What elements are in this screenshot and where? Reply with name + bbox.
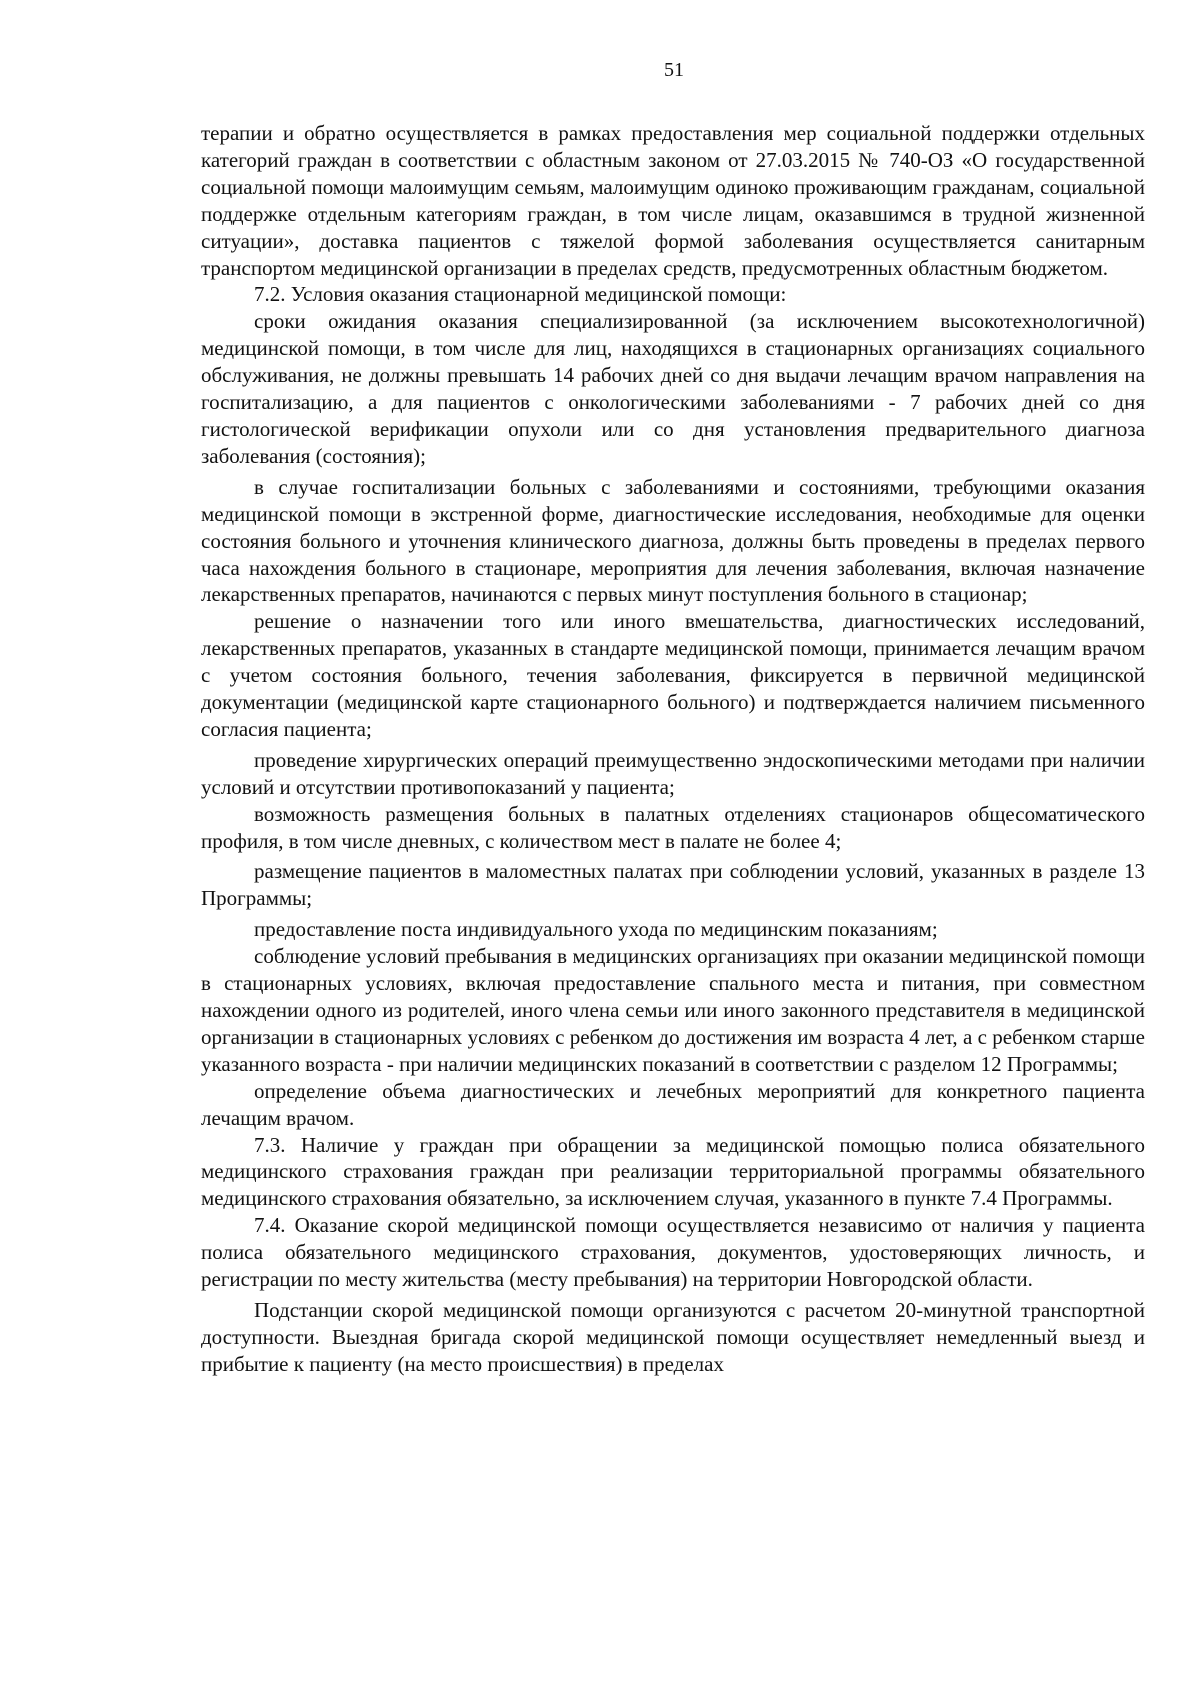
paragraph-individual-care: предоставление поста индивидуального ухода по медицинским показаниям;	[254, 917, 938, 942]
paragraph-waiting-times: сроки ожидания оказания специализированной (за исключением высокотехнологичной) медицинской помощи, в том числе для лиц, находящихся в стационарных организациях социального обслуживания, не должны превышать 14 рабочих дней со дня выдачи лечащим врачом направления на госпитализацию, а для пациентов с онкологическими заболеваниями - 7 рабочих дней со дня гистологической верификации опухоли или со дня установления предварительного диагноза заболевания (состояния);	[201, 309, 1145, 468]
paragraph-ward-placement: возможность размещения больных в палатных отделениях стационаров общесоматического профиля, в том числе дневных, с количеством мест в палате не более 4;	[201, 801, 1145, 853]
paragraph-treatment-decision: решение о назначении того или иного вмешательства, диагностических исследований, лекарственных препаратов, указанных в стандарте медицинской помощи, принимается лечащим врачом с учетом состояния больного, течения заболевания, фиксируется в первичной медицинской документации (медицинской карте стационарного больного) и подтверждается наличием письменного согласия пациента;	[201, 609, 1145, 741]
paragraph-diagnostic-scope: определение объема диагностических и лечебных мероприятий для конкретного пациента лечащим врачом.	[201, 1078, 1145, 1130]
document-body	[201, 120, 1145, 1378]
section-7-3: 7.3. Наличие у граждан при обращении за медицинской помощью полиса обязательного медицинского страхования граждан при реализации территориальной программы обязательного медицинского страхования обязательно, за исключением случая, указанного в пункте 7.4 Программы.	[201, 1132, 1145, 1211]
paragraph-surgical-operations: проведение хирургических операций преимущественно эндоскопическими методами при наличии условий и отсутствии противопоказаний у пациента;	[201, 747, 1145, 799]
paragraph-continuation: терапии и обратно осуществляется в рамках предоставления мер социальной поддержки отдельных категорий граждан в соответствии с областным законом от 27.03.2015 № 740-ОЗ «О государственной социальной помощи малоимущим семьям, малоимущим одиноко проживающим гражданам, социальной поддержке отдельным категориям граждан, в том числе лицам, оказавшимся в трудной жизненной ситуации», доставка пациентов с тяжелой формой заболевания осуществляется санитарным транспортом медицинской организации в пределах средств, предусмотренных областным бюджетом.	[201, 121, 1145, 280]
paragraph-stay-conditions: соблюдение условий пребывания в медицинских организациях при оказании медицинской помощи в стационарных условиях, включая предоставление спального места и питания, при совместном нахождении одного из родителей, иного члена семьи или иного законного представителя в медицинской организации в стационарных условиях с ребенком до достижения им возраста 4 лет, а с ребенком старше указанного возраста - при наличии медицинских показаний в соответствии с разделом 12 Программы;	[201, 944, 1145, 1076]
section-7-4: 7.4. Оказание скорой медицинской помощи осуществляется независимо от наличия у пациента полиса обязательного медицинского страхования, документов, удостоверяющих личность, и регистрации по месту жительства (месту пребывания) на территории Новгородской области.	[201, 1213, 1145, 1292]
page-number: 51	[664, 59, 684, 81]
section-heading-7-2: 7.2. Условия оказания стационарной медицинской помощи:	[254, 282, 787, 307]
paragraph-ambulance-substations: Подстанции скорой медицинской помощи организуются с расчетом 20-минутной транспортной доступности. Выездная бригада скорой медицинской помощи осуществляет немедленный выезд и прибытие к пациенту (на место происшествия) в пределах	[201, 1297, 1145, 1376]
paragraph-emergency-hospitalization: в случае госпитализации больных с заболеваниями и состояниями, требующими оказания медицинской помощи в экстренной форме, диагностические исследования, необходимые для оценки состояния больного и уточнения клинического диагноза, должны быть проведены в пределах первого часа нахождения больного в стационаре, мероприятия для лечения заболевания, включая назначение лекарственных препаратов, начинаются с первых минут поступления больного в стационар;	[201, 474, 1145, 607]
paragraph-small-wards: размещение пациентов в маломестных палатах при соблюдении условий, указанных в разделе 13 Программы;	[201, 859, 1145, 911]
